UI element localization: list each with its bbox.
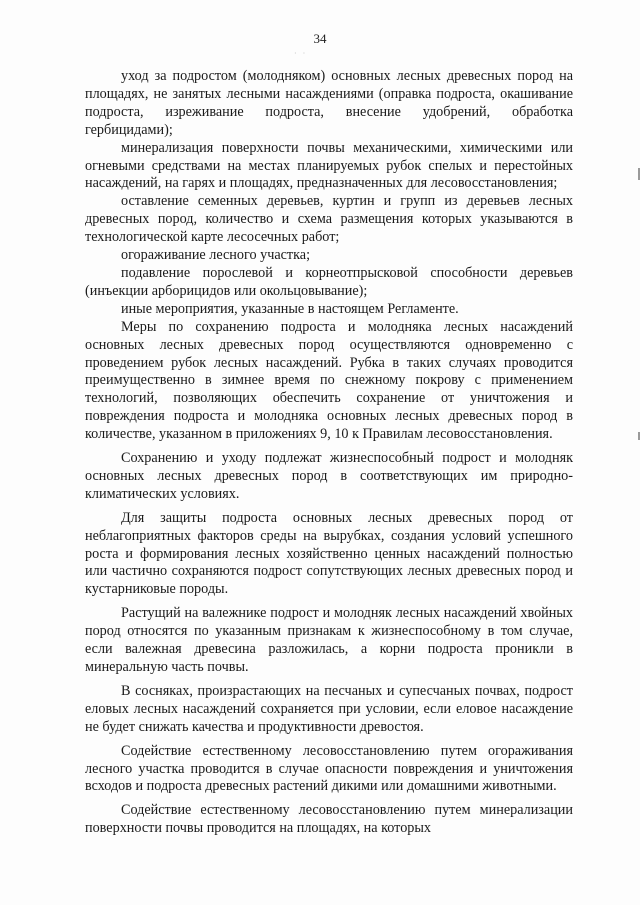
scan-artifact: · ·	[294, 49, 308, 58]
paragraph-list-item: оставление семенных деревьев, куртин и групп из деревьев лесных древесных пород, количество и схема размещения которых указываются в технологической карте лесосечных работ;	[85, 193, 573, 246]
page-number: 34	[313, 31, 327, 46]
paragraph: Меры по сохранению подроста и молодняка лесных насаждений основных лесных древесных пород осуществляются одновременно с проведением рубок лесных насаждений. Рубка в таких случаях проводится преимущественно в зимнее время по снежному покрову с применением технологий, позволяющих обеспечить сохранение от уничтожения и повреждения подроста и молодняка основных лесных древесных пород в количестве, указанном в приложениях 9, 10 к Правилам лесовосстановления.	[85, 318, 573, 443]
document-body	[85, 68, 573, 838]
paragraph-list-item: уход за подростом (молодняком) основных лесных древесных пород на площадях, не занятых лесными насаждениями (оправка подроста, окашивание подроста, изреживание подроста, внесение удобрений, обработка гербицидами);	[85, 68, 573, 138]
paragraph-list-item: иные мероприятия, указанные в настоящем Регламенте.	[121, 300, 459, 317]
paragraph: Сохранению и уходу подлежат жизнеспособный подрост и молодняк основных лесных древесных пород в соответствующих им природно-климатических условиях.	[85, 450, 573, 502]
paragraph: Растущий на валежнике подрост и молодняк лесных насаждений хвойных пород относятся по указанным признакам к жизнеспособному в том случае, если валежная древесина разложилась, а корни подроста проникли в минеральную часть почвы.	[85, 605, 573, 675]
paragraph: Содействие естественному лесовосстановлению путем минерализации поверхности почвы проводится на площадях, на которых	[85, 802, 573, 837]
paragraph-list-item: подавление порослевой и корнеотпрысковой способности деревьев (инъекции арборицидов или окольцовывание);	[85, 264, 573, 299]
paragraph: Содействие естественному лесовосстановлению путем огораживания лесного участка проводится в случае опасности повреждения и уничтожения всходов и подроста древесных растений дикими или домашними животными.	[85, 742, 573, 795]
paragraph-list-item: минерализация поверхности почвы механическими, химическими или огневыми средствами на местах планируемых рубок спелых и перестойных насаждений, на гарях и площадях, предназначенных для лесовосстановления;	[85, 139, 573, 192]
paragraph: Для защиты подроста основных лесных древесных пород от неблагоприятных факторов среды на вырубках, создания условий успешного роста и формирования лесных хозяйственно ценных насаждений полностью или частично сохраняются подрост сопутствующих лесных древесных пород и кустарниковые породы.	[85, 509, 573, 598]
paragraph: В сосняках, произрастающих на песчаных и супесчаных почвах, подрост еловых лесных насаждений сохраняется при условии, если еловое насаждение не будет снижать качества и продуктивности древостоя.	[85, 682, 573, 735]
paragraph-list-item: огораживание лесного участка;	[121, 247, 311, 264]
